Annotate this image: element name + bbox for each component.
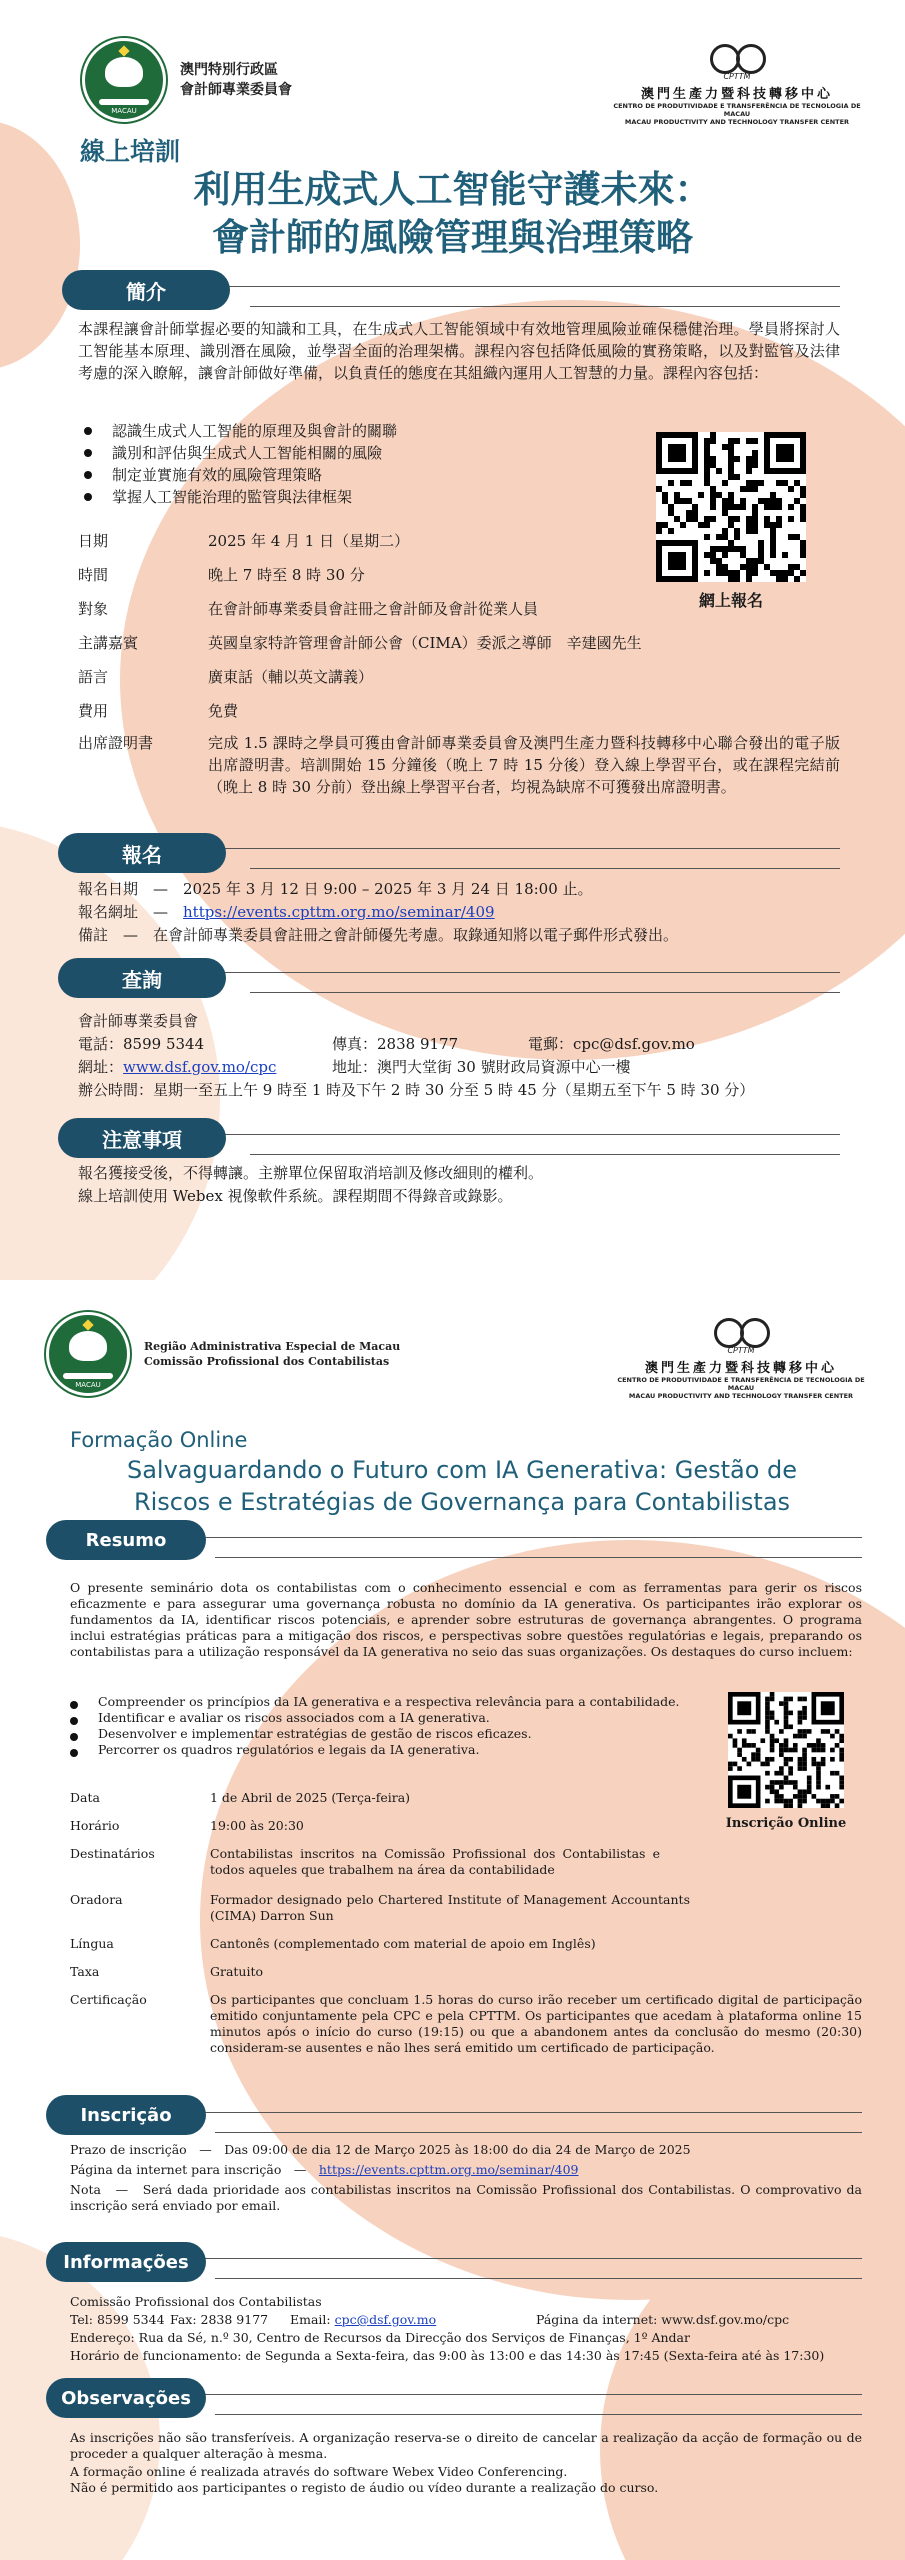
register-remark: 備註 — 在會計師專業委員會註冊之會計師優先考慮。取錄通知將以電子郵件形式發出。 bbox=[78, 926, 679, 944]
detail-row: Destinatários Contabilistas inscritos na Comissão Profissional dos Contabilistas e todos aqueles que trabalhem na área da contabilidade bbox=[70, 1846, 660, 1877]
detail-row: 主講嘉賓 英國皇家特許管理會計師公會（CIMA）委派之導師 辛建國先生 bbox=[78, 634, 642, 652]
note-item: 線上培訓使用 Webex 視像軟件系統。課程期間不得錄音或錄影。 bbox=[78, 1187, 513, 1205]
cpttm-mark-icon bbox=[706, 1314, 776, 1350]
enquiry-org: Comissão Profissional dos Contabilistas bbox=[70, 2294, 322, 2309]
organizer-name: 澳門特別行政區 會計師專業委員會 bbox=[180, 62, 292, 98]
list-item: Identificar e avaliar os riscos associados com a IA generativa. bbox=[64, 1710, 724, 1726]
macau-emblem-icon: MACAU bbox=[46, 1312, 130, 1396]
detail-row: 日期 2025 年 4 月 1 日（星期二） bbox=[78, 532, 410, 550]
detail-row: 費用 免費 bbox=[78, 702, 239, 720]
page-title: Salvaguardando o Futuro com IA Generativa: Gestão de Riscos e Estratégias de Governança para Contabilistas bbox=[126, 1456, 798, 1516]
register-url-link[interactable]: https://events.cpttm.org.mo/seminar/409 bbox=[318, 2162, 579, 2177]
section-notes-header: Observações bbox=[46, 2378, 206, 2418]
enquiry-email-link[interactable]: cpc@dsf.gov.mo bbox=[334, 2312, 437, 2327]
section-register-header: Inscrição bbox=[46, 2095, 206, 2135]
list-item: Percorrer os quadros regulatórios e legais da IA generativa. bbox=[64, 1742, 724, 1758]
detail-row: Certificação Os participantes que concluam 1.5 horas do curso irão receber um certificado digital de participação emitido conjuntamente pela CPC e pela CPTTM. Os participantes que acedam à plataforma online 15 minutos após o início do curso (19:15) ou que a abandonem antes da conclusão do mesmo (20:30) consideram-se ausentes e não lhes será emitido um certificado de participação. bbox=[70, 1992, 862, 2055]
enquiry-hours: Horário de funcionamento: de Segunda a Sexta-feira, das 9:00 às 13:00 e das 14:30 às 17:45 (Sexta-feira até às 17:30) bbox=[70, 2348, 825, 2363]
list-item: Desenvolver e implementar estratégias de gestão de riscos eficazes. bbox=[64, 1726, 724, 1742]
training-type: 線上培訓 bbox=[80, 137, 181, 166]
enquiry-tel: 電話：8599 5344 bbox=[78, 1035, 205, 1053]
detail-row: 出席證明書 完成 1.5 課時之學員可獲由會計師專業委員會及澳門生產力暨科技轉移中心聯合發出的電子版出席證明書。培訓開始 15 分鐘後（晚上 7 時 15 分後）登入線上學習平台，或在課程完結前（晚上 8 時 30 分前）登出線上學習平台者，均視為缺席不可獲發出席證明書。 bbox=[78, 734, 840, 796]
cpc-logo bbox=[46, 1312, 400, 1396]
section-register-header: 報名 bbox=[58, 833, 226, 873]
detail-row: 對象 在會計師專業委員會註冊之會計師及會計從業人員 bbox=[78, 600, 539, 618]
intro-text: 本課程讓會計師掌握必要的知識和工具，在生成式人工智能領域中有效地管理風險並確保穩健治理。學員將探討人工智能基本原理、識別潛在風險，並學習全面的治理架構。課程內容包括降低風險的實務策略，以及對監管及法律考慮的深入瞭解，讓會計師做好準備，以負責任的態度在其組織內運用人工智慧的力量。課程內容包括： bbox=[78, 320, 840, 382]
section-intro-header: Resumo bbox=[46, 1520, 206, 1560]
cpttm-logo: CPTTM 澳門生產力暨科技轉移中心 CENTRO DE PRODUTIVIDADE E TRANSFERÊNCIA DE TECNOLOGIA DE MACAU MACAU PRODUCTIVITY AND TECHNOLOGY TRANSFER CENTER bbox=[616, 1314, 866, 1400]
note-item: A formação online é realizada através do software Webex Video Conferencing. bbox=[70, 2464, 568, 2479]
list-item: 識別和評估與生成式人工智能相關的風險 bbox=[78, 442, 638, 464]
section-intro-header: 簡介 bbox=[62, 270, 230, 310]
enquiry-email: 電郵：cpc@dsf.gov.mo bbox=[528, 1035, 695, 1053]
enquiry-email-line: Email: cpc@dsf.gov.mo bbox=[290, 2312, 437, 2327]
registration-qr-code[interactable] bbox=[728, 1692, 844, 1808]
enquiry-hours: 辦公時間：星期一至五上午 9 時至 1 時及下午 2 時 30 分至 5 時 45 分（星期五至下午 5 時 30 分） bbox=[78, 1081, 755, 1099]
register-period: Prazo de inscrição — Das 09:00 de dia 12 de Março 2025 às 18:00 do dia 24 de Março de 2025 bbox=[70, 2142, 691, 2157]
section-enquiry-header: 查詢 bbox=[58, 958, 226, 998]
register-remark: Nota — Será dada prioridade aos contabilistas inscritos na Comissão Profissional dos Contabilistas. O comprovativo da inscrição será enviado por email. bbox=[70, 2182, 862, 2213]
detail-row: Taxa Gratuito bbox=[70, 1964, 264, 1979]
detail-row: Horário 19:00 às 20:30 bbox=[70, 1818, 304, 1833]
list-item: Compreender os princípios da IA generativa e a respectiva relevância para a contabilidade. bbox=[64, 1694, 724, 1710]
list-item: 制定並實施有效的風險管理策略 bbox=[78, 464, 638, 486]
macau-emblem-icon: MACAU bbox=[82, 38, 166, 122]
section-notes-header: 注意事項 bbox=[58, 1118, 226, 1158]
detail-row: Língua Cantonês (complementado com material de apoio em Inglês) bbox=[70, 1936, 596, 1951]
detail-row: Data 1 de Abril de 2025 (Terça-feira) bbox=[70, 1790, 411, 1805]
enquiry-fax: Fax: 2838 9177 bbox=[170, 2312, 269, 2327]
note-item: As inscrições não são transferíveis. A organização reserva-se o direito de cancelar a realização da acção de formação ou de proceder a qualquer alteração à mesma. bbox=[70, 2430, 862, 2461]
cpttm-logo: CPTTM 澳門生產力暨科技轉移中心 CENTRO DE PRODUTIVIDADE E TRANSFERÊNCIA DE TECNOLOGIA DE MACAU MACAU PRODUCTIVITY AND TECHNOLOGY TRANSFER CENTER bbox=[612, 40, 862, 126]
register-url-line: 報名網址 — https://events.cpttm.org.mo/seminar/409 bbox=[78, 903, 495, 921]
detail-row: 語言 廣東話（輔以英文講義） bbox=[78, 668, 374, 686]
section-enquiry-header: Informações bbox=[46, 2242, 206, 2282]
intro-text: O presente seminário dota os contabilistas com o conhecimento essencial e com as ferramentas para gerir os riscos eficazmente e para assegurar uma governança robusta no domínio da IA generativa. Os participantes irão explorar os fundamentos da IA, identificar riscos potenciais, e aprender sobre estruturas de governança abrangentes. O programa inclui estratégias práticas para a mitigação dos riscos, e perspectivas sobre questões regulatórias e legais, preparando os contabilistas para a utilização responsável da IA generativa no seio das suas organizações. Os destaques do curso incluem: bbox=[70, 1580, 862, 1659]
organizer-name: Região Administrativa Especial de Macau Comissão Profissional dos Contabilistas bbox=[144, 1340, 401, 1368]
enquiry-web-link[interactable]: www.dsf.gov.mo/cpc bbox=[123, 1058, 277, 1076]
registration-qr-code[interactable] bbox=[656, 432, 806, 582]
detail-row: 時間 晚上 7 時至 8 時 30 分 bbox=[78, 566, 365, 584]
enquiry-address: Endereço: Rua da Sé, n.º 30, Centro de Recursos da Direcção dos Serviços de Finanças, 1º Andar bbox=[70, 2330, 690, 2345]
register-period: 報名日期 — 2025 年 3 月 12 日 9:00 – 2025 年 3 月 24 日 18:00 止。 bbox=[78, 880, 593, 898]
course-highlights bbox=[64, 1694, 724, 1758]
detail-row: Oradora Formador designado pelo Chartered Institute of Management Accountants (CIMA) Darron Sun bbox=[70, 1892, 690, 1923]
register-url-line: Página da internet para inscrição — https://events.cpttm.org.mo/seminar/409 bbox=[70, 2162, 579, 2177]
enquiry-address: 地址：澳門大堂街 30 號財政局資源中心一樓 bbox=[332, 1058, 631, 1076]
note-item: 報名獲接受後，不得轉讓。主辦單位保留取消培訓及修改細則的權利。 bbox=[78, 1164, 544, 1182]
flyer-portuguese bbox=[0, 1280, 905, 2560]
cpc-logo bbox=[82, 38, 292, 122]
enquiry-org: 會計師專業委員會 bbox=[78, 1012, 199, 1030]
list-item: 認識生成式人工智能的原理及與會計的關聯 bbox=[78, 420, 638, 442]
cpttm-mark-icon bbox=[702, 40, 772, 76]
register-url-link[interactable]: https://events.cpttm.org.mo/seminar/409 bbox=[183, 903, 495, 921]
qr-label: 網上報名 bbox=[698, 591, 763, 610]
list-item: 掌握人工智能治理的監管與法律框架 bbox=[78, 486, 638, 508]
note-item: Não é permitido aos participantes o registo de áudio ou vídeo durante a realização do curso. bbox=[70, 2480, 659, 2495]
enquiry-fax: 傳真：2838 9177 bbox=[332, 1035, 459, 1053]
enquiry-tel: Tel: 8599 5344 bbox=[70, 2312, 165, 2327]
enquiry-web-line: 網址：www.dsf.gov.mo/cpc bbox=[78, 1058, 277, 1076]
course-highlights bbox=[78, 420, 638, 508]
qr-label: Inscrição Online bbox=[725, 1816, 847, 1831]
training-type: Formação Online bbox=[70, 1428, 248, 1452]
page-title: 利用生成式人工智能守護未來： 會計師的風險管理與治理策略 bbox=[193, 168, 712, 259]
enquiry-web: Página da internet: www.dsf.gov.mo/cpc bbox=[536, 2312, 790, 2327]
